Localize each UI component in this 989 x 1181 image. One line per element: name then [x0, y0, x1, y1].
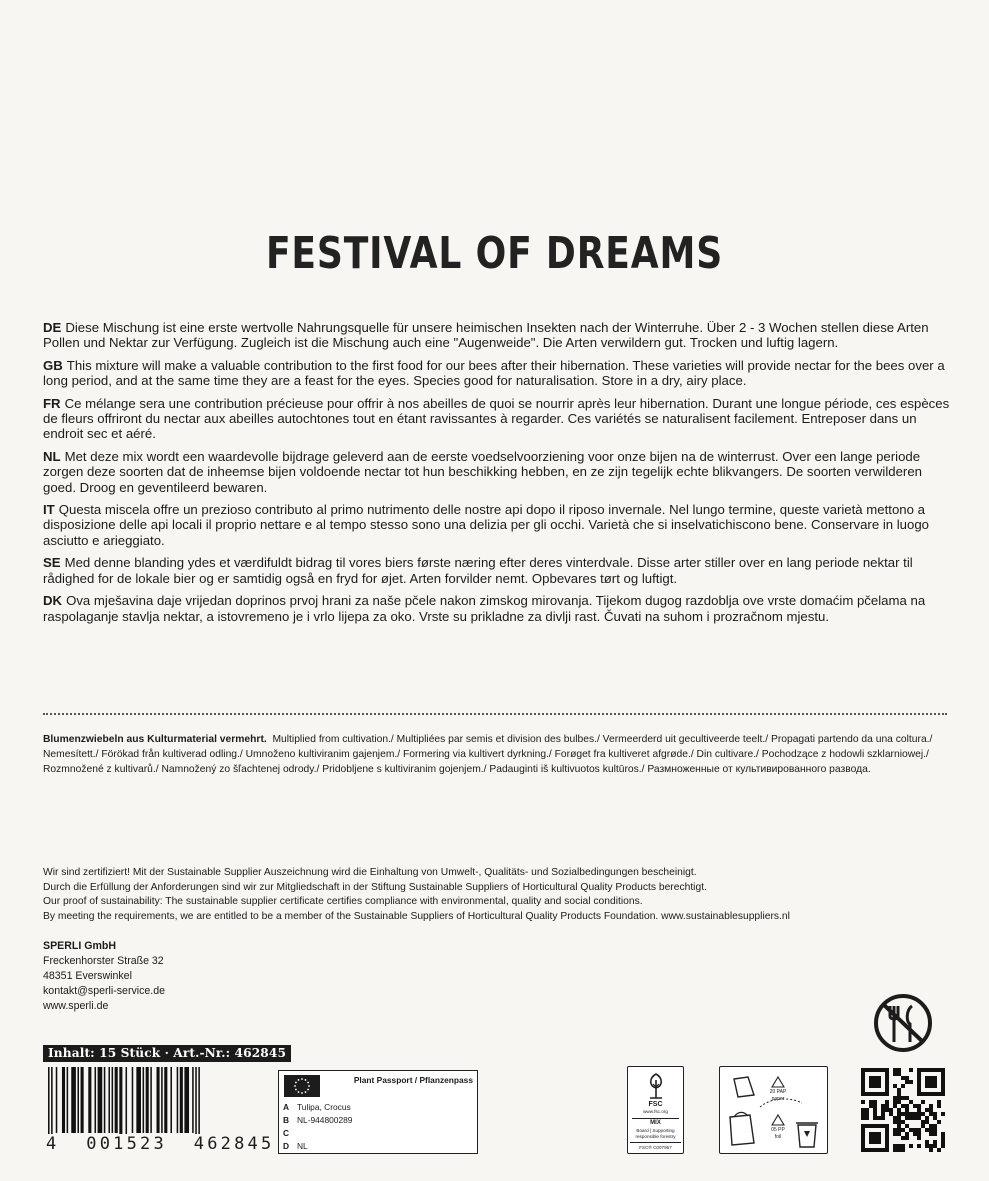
paper-label: paper [771, 1096, 785, 1102]
plant-passport-title: Plant Passport / Pflanzenpass [353, 1075, 473, 1085]
pp-code: 05 PP [771, 1127, 785, 1133]
description-text: Questa miscela offre un prezioso contributo al primo nutrimento delle nostre api dopo il riposo invernale. Nel lungo termine, queste varietà mettono a disposizione delle api locali il proprio nettare e al tempo stesso sono una delizia per gli occhi. Varietà che si inselvatichiscono bene. Conservare in luogo asciutto e arieggiato. [43, 502, 930, 548]
certification-line: Wir sind zertifiziert! Mit der Sustainable Supplier Auszeichnung wird die Einhaltung von Umwelt-, Qualitäts- und Sozialbedingungen bescheinigt. [43, 867, 697, 878]
certification-line: Our proof of sustainability: The sustainable supplier certificate certifies compliance with environmental, quality and social conditions. [43, 896, 643, 908]
passport-row: B NL-944800289 [283, 1115, 353, 1125]
description-list [43, 320, 953, 631]
address-email: kontakt@sperli-service.de [43, 985, 166, 997]
paper-code: 20 PAP [769, 1089, 787, 1095]
passport-row: D NL [283, 1141, 308, 1151]
certification-line: By meeting the requirements, we are entitled to be a member of the Sustainable Suppliers of Horticultural Quality Products Foundation. www.sustainablesuppliers.nl [43, 910, 790, 922]
fsc-tree-icon [641, 1072, 671, 1100]
fsc-claim: Board | Supporting responsible forestry [635, 1128, 676, 1139]
description-de [43, 320, 953, 351]
language-code: DK [43, 593, 63, 609]
address-street: Freckenhorster Straße 32 [43, 955, 164, 967]
fsc-mix: MIX [632, 1118, 679, 1126]
passport-row: C [283, 1128, 290, 1138]
no-food-icon [872, 992, 934, 1054]
description-se [43, 555, 953, 586]
description-text: This mixture will make a valuable contribution to the first food for our bees after their hibernation. These varieties will provide nectar for the bees over a long period, and at the same time they are a feast for the eyes. Species good for naturalisation. Store in a dry, airy place. [43, 357, 945, 389]
eu-flag-icon [284, 1075, 320, 1097]
description-text: Met deze mix wordt een waardevolle bijdrage geleverd aan de eerste voedselvoorziening voor onze bijen na de winterrust. Over een lange periode zorgen deze soorten dat de inheemse bijen voldoende nectar tot hun beschikking hebben, en ze zijn tegelijk echte blikvangers. De soorten verwilderen goed. Droog en geventileerd bewaren. [43, 448, 922, 495]
description-text: Ce mélange sera une contribution précieuse pour offrir à nos abeilles de quoi se nourrir après leur hibernation. Durant une longue période, ces espèces de fleurs offriront du nectar aux abeilles autochtones tout en étant ravissantes à regarder. Ces variétés se naturalisent facilement. Entreposer dans un endroit sec et aéré. [43, 395, 950, 442]
cultivation-note [43, 732, 948, 777]
plant-passport [278, 1070, 478, 1154]
description-it [43, 502, 953, 548]
description-fr [43, 396, 953, 442]
cultivation-note-bold: Blumenzwiebeln aus Kulturmaterial vermehrt. [43, 734, 267, 745]
description-text: Med denne blanding ydes et værdifuldt bidrag til vores biers første næring efter deres vinterdvale. Disse arter stiller over en lang periode nektar til rådighed for de lokale bier og er samtidig også en fryd for øjet. Arten forvilder nemt. Opbevares tørt og luftigt. [43, 555, 913, 586]
description-text: Diese Mischung ist eine erste wertvolle Nahrungsquelle für unsere heimischen Insekten nach der Winterruhe. Über 2 - 3 Wochen stellen diese Arten Pollen und Nektar zur Verfügung. Zugleich ist die Mischung auch eine "Augenweide". Die Arten verwildern gut. Trocken und luftig lagern. [43, 320, 929, 351]
description-nl [43, 449, 953, 495]
company-name: SPERLI GmbH [43, 940, 116, 952]
language-code: IT [43, 502, 55, 518]
fsc-logo-text: FSC [648, 1101, 663, 1109]
certification-line: Durch die Erfüllung der Anforderungen sind wir zur Mitgliedschaft in der Stiftung Sustainable Suppliers of Horticultural Quality Products berechtigt. [43, 881, 707, 893]
language-code: FR [43, 395, 61, 411]
fsc-site: www.fsc.org [643, 1109, 668, 1115]
address-city: 48351 Everswinkel [43, 970, 132, 982]
ean-number: 4 001523 462845 [46, 1134, 275, 1154]
company-address [43, 939, 165, 1014]
cultivation-note-text: Multiplied from cultivation./ Multipliées par semis et division des bulbes./ Vermeerderd uit gecultiveerde teelt./ Propagati partendo da una coltura./ Nemesített./ Förökad från kultiverad odling./ Umnoženo kultiviranim gajenjem./ Formering via kultivert dyrkning./ Forøget fra kultiveret afgrøde./ Din cultivare./ Pochodzące z hodowli szklarniowej./ Rozmnožené z kultivarů./ Namnožený zo šľachtenej odrody./ Pridobljene s kultiviranim gojenjem./ Padauginti iš kultivuotos kultūros./ Размноженные от культивированного развода. [43, 734, 933, 775]
content-article-label: Inhalt: 15 Stück · Art.-Nr.: 462845 [43, 1045, 291, 1062]
passport-row: A Tulipa, Crocus [283, 1102, 351, 1112]
fsc-label [627, 1066, 684, 1154]
fsc-code: FSC® C007957 [630, 1142, 681, 1150]
language-code: SE [43, 555, 61, 571]
product-title: FESTIVAL OF DREAMS [265, 228, 724, 279]
pp-label: foil [774, 1134, 782, 1140]
recycling-label [719, 1066, 828, 1154]
dotted-divider [43, 713, 947, 715]
description-gb [43, 358, 953, 389]
recycle-icon [720, 1067, 827, 1153]
description-dk [43, 593, 953, 624]
certification-text [43, 866, 948, 924]
language-code: NL [43, 448, 61, 464]
description-text: Ova mješavina daje vrijedan doprinos prvoj hrani za naše pčele nakon zimskog mirovanja. Tijekom dugog razdoblja ove vrste domaćim pčelama na raspolaganje stavlja nektar, a istovremeno je i vrlo lijepa za oko. Vrste su prikladne za divlji rast. Čuvati na suhom i prozračnom mjestu. [43, 593, 926, 624]
language-code: DE [43, 320, 62, 335]
language-code: GB [43, 357, 63, 373]
address-web: www.sperli.de [43, 1000, 109, 1012]
qr-code [861, 1068, 945, 1152]
